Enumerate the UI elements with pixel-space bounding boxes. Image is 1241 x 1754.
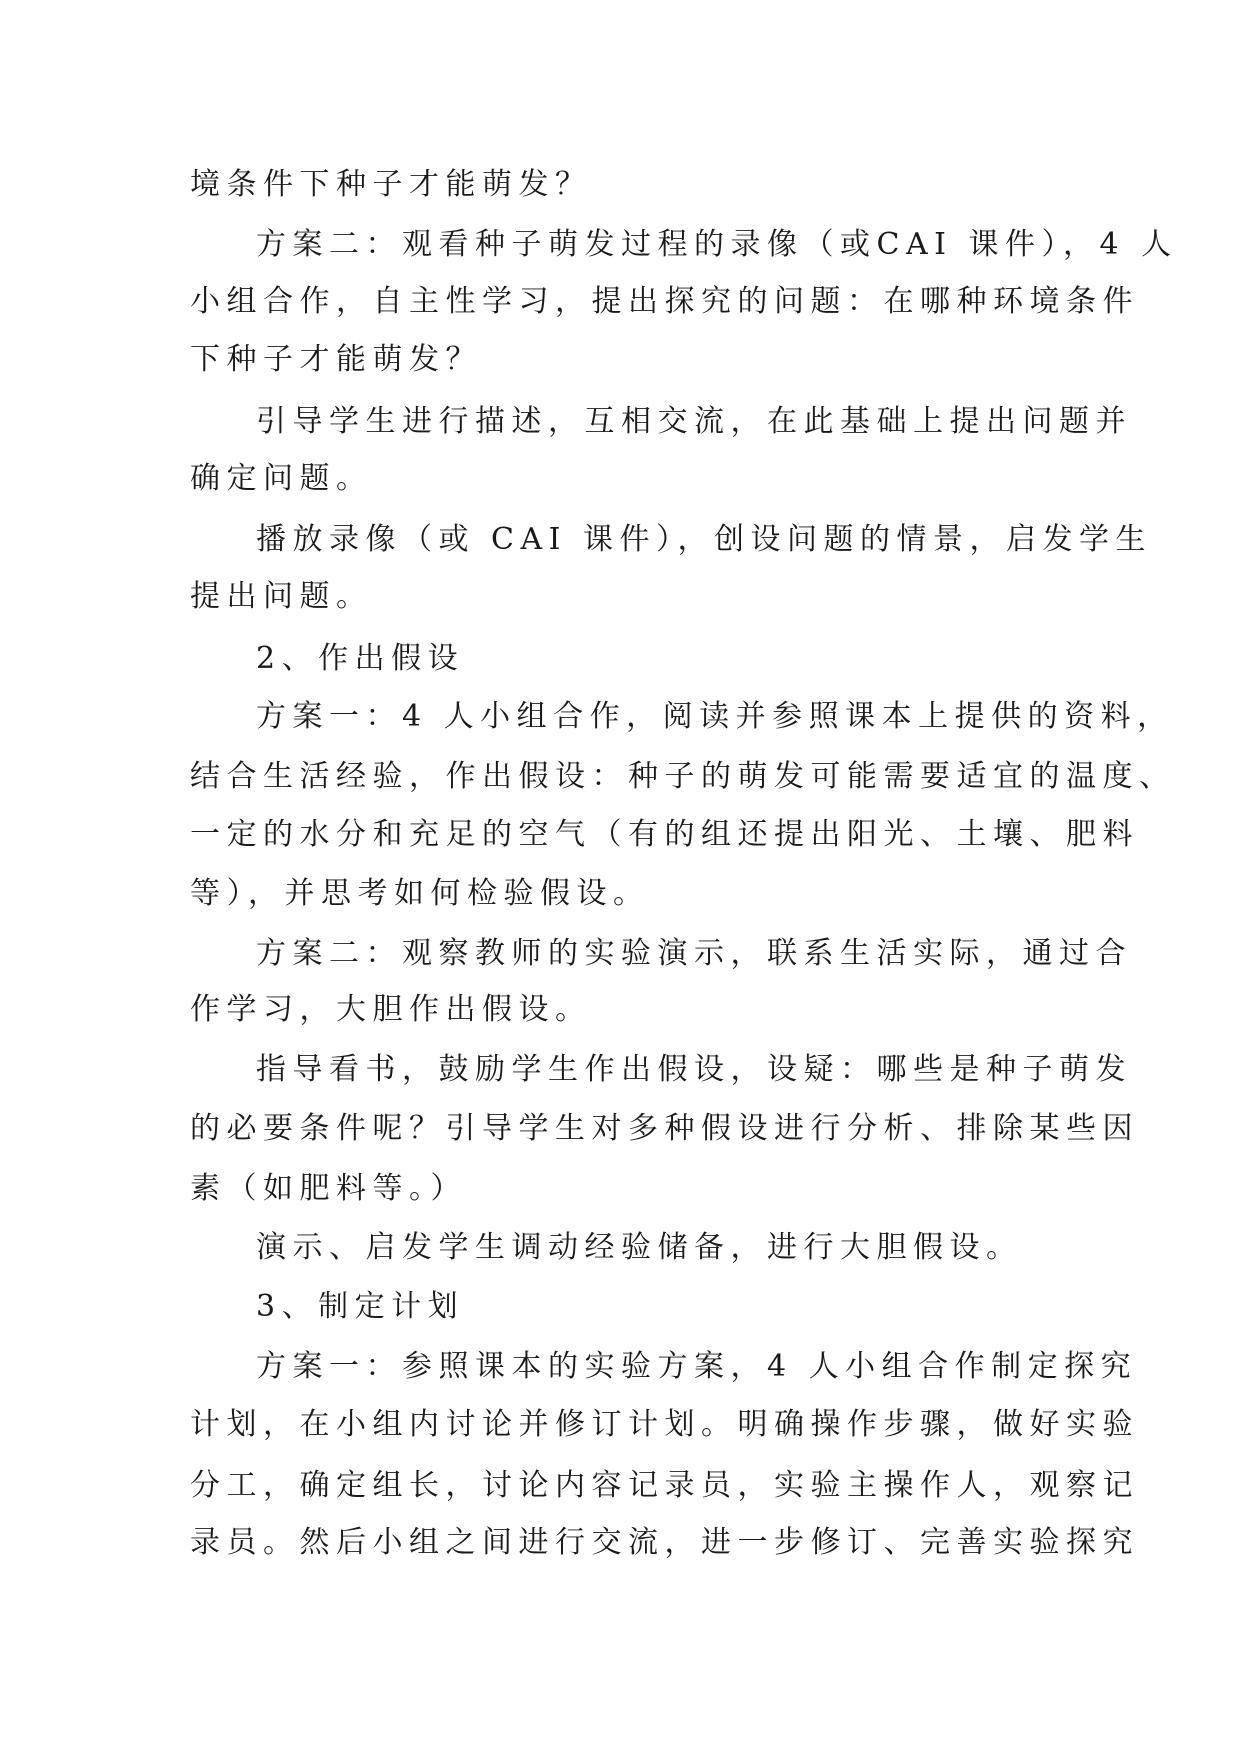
text-line: 计划，在小组内讨论并修订计划。明确操作步骤，做好实验 [190, 1407, 1139, 1442]
text-line: 提出问题。 [190, 579, 373, 614]
section-heading: 3、制定计划 [256, 1289, 465, 1324]
text-line: 方案一：4 人小组合作，阅读并参照课本上提供的资料， [256, 699, 1174, 734]
text-line: 方案一：参照课本的实验方案，4 人小组合作制定探究 [256, 1349, 1138, 1384]
text-line: 小组合作，自主性学习，提出探究的问题：在哪种环境条件 [190, 284, 1139, 319]
text-line: 作学习，大胆作出假设。 [190, 992, 592, 1027]
text-line: 确定问题。 [190, 461, 373, 496]
text-line: 方案二：观看种子萌发过程的录像（或CAI 课件），4 人 [256, 227, 1178, 262]
text-line: 指导看书，鼓励学生作出假设，设疑：哪些是种子萌发 [256, 1052, 1132, 1087]
text-line: 境条件下种子才能萌发？ [190, 167, 592, 202]
text-line: 播放录像（或 CAI 课件），创设问题的情景，启发学生 [256, 522, 1153, 557]
text-line: 方案二：观察教师的实验演示，联系生活实际，通过合 [256, 936, 1132, 971]
text-line: 引导学生进行描述，互相交流，在此基础上提出问题并 [256, 404, 1132, 439]
section-heading: 2、作出假设 [256, 641, 465, 676]
text-line: 分工，确定组长，讨论内容记录员，实验主操作人，观察记 [190, 1468, 1139, 1503]
text-line: 的必要条件呢？引导学生对多种假设进行分析、排除某些因 [190, 1111, 1139, 1146]
text-line: 录员。然后小组之间进行交流，进一步修订、完善实验探究 [190, 1525, 1139, 1560]
text-line: 等），并思考如何检验假设。 [190, 876, 650, 911]
text-line: 一定的水分和充足的空气（有的组还提出阳光、土壤、肥料 [190, 817, 1139, 852]
text-line: 结合生活经验，作出假设：种子的萌发可能需要适宜的温度、 [190, 759, 1176, 794]
text-line: 演示、启发学生调动经验储备，进行大胆假设。 [256, 1230, 1023, 1265]
text-line: 下种子才能萌发？ [190, 342, 482, 377]
text-line: 素（如肥料等。） [190, 1171, 467, 1206]
